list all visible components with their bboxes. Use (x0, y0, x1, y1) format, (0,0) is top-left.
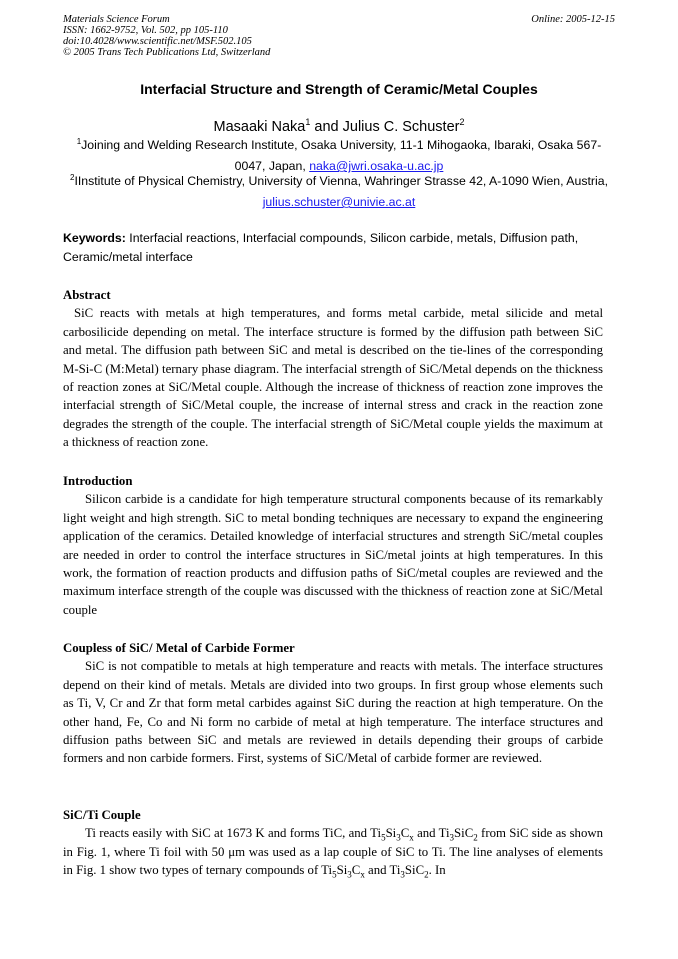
sic-ti-text: C (400, 826, 410, 841)
author-1: Masaaki Naka (213, 119, 306, 135)
keywords-label: Keywords: (63, 231, 126, 245)
subscript: 5 (381, 832, 386, 843)
paper-title: Interfacial Structure and Strength of Ceramic/Metal Couples (140, 81, 538, 97)
author-2: Julius C. Schuster (342, 119, 460, 135)
author-1-sup: 1 (305, 117, 311, 128)
author-2-sup: 2 (459, 117, 465, 128)
copyright-line: © 2005 Trans Tech Publications Ltd, Switzerland (63, 47, 271, 58)
author-line (63, 117, 615, 137)
subscript: 2 (424, 869, 429, 880)
sic-ti-text: SiC (454, 826, 474, 841)
subscript: 3 (396, 832, 401, 843)
subscript: 3 (449, 832, 455, 843)
affiliation-1-sup: 1 (76, 136, 82, 146)
sic-ti-text: . In (428, 863, 446, 878)
subscript: 5 (332, 869, 337, 880)
abstract-section (63, 286, 603, 452)
abstract-body: SiC reacts with metals at high temperatures, and forms metal carbide, metal silicide and metal carbosilicide depending on metal. The interface structure is formed by the diffusion path between SiC and metal. The diffusion path between SiC and metal is described on the tie-lines of the corresponding M-Si-C (M:Metal) ternary phase diagram. The interfacial strength of SiC/Metal depends on the thickness of reaction zones at SiC/Metal couple. Although the increase of thickness of reaction zone improves the interfacial strength of SiC/Metal couple, the increase of internal stress and crack in the reaction zone degrades the strength of the couple. The interfacial strength of SiC/Metal couple yields the maximum at a thickness of reaction zone. (63, 306, 603, 450)
sic-ti-text: Si (385, 826, 397, 841)
keywords (63, 229, 615, 267)
sic-ti-text: C (351, 863, 361, 878)
doi-line: doi:10.4028/www.scientific.net/MSF.502.105 (63, 36, 252, 47)
online-date: Online: 2005-12-15 (531, 14, 615, 25)
sic-ti-text: and Ti (364, 863, 401, 878)
affiliation-2-sup: 2 (69, 172, 75, 182)
affiliation-2-text: IInstitute of Physical Chemistry, University of Vienna, Wahringer Strasse 42, A-1090 Wien, Austria, (74, 174, 608, 188)
coupless-body: SiC is not compatible to metals at high temperature and reacts with metals. The interface structures depend on their kind of metals. Metals are divided into two groups. In first group whose elements such as Ti, V, Cr and Zr that form metal carbides against SiC during the reaction at high temperature. On the other hand, Fe, Co and Ni form no carbide of metal at high temperature. The interface structures and diffusion paths between SiC and metals are reviewed in details depending their groups of carbide formers and non carbide formers. First, systems of SiC/Metal of carbide former are reviewed. (63, 659, 603, 766)
coupless-section (63, 639, 603, 768)
subscript: 2 (473, 832, 478, 843)
subscript: x (360, 869, 365, 880)
sic-ti-text: SiC (404, 863, 425, 878)
subscript: 3 (400, 869, 405, 880)
introduction-heading: Introduction (63, 474, 133, 488)
affiliation-1-email-link[interactable]: naka@jwri.osaka-u.ac.jp (309, 159, 444, 173)
sic-ti-text: from SiC side as shown in Fig. 1, where Ti foil with 50 μm was used as a lap couple of SiC to Ti. The line analyses of elements in Fig. 1 show two types of ternary compounds of Ti (63, 826, 603, 878)
sic-ti-text: and Ti (413, 826, 450, 841)
sic-ti-section (63, 806, 603, 880)
sic-ti-text: Ti reacts easily with SiC at 1673 K and forms TiC, and Ti (85, 826, 382, 841)
issn-line: ISSN: 1662-9752, Vol. 502, pp 105-110 (63, 25, 228, 36)
subscript: 3 (347, 869, 352, 880)
keywords-text: Interfacial reactions, Interfacial compounds, Silicon carbide, metals, Diffusion path, Ceramic/metal interface (63, 231, 579, 264)
journal-name: Materials Science Forum (63, 14, 170, 25)
author-and: and (310, 119, 343, 135)
introduction-body: Silicon carbide is a candidate for high temperature structural components because of its remarkably light weight and high strength. SiC to metal bonding techniques are necessary to expand the engineering application of the ceramics. Detailed knowledge of interfacial structures and strength SiC/metal couples are needed in order to control the interface structures in SiC/metal joints at high temperatures. In this work, the formation of reaction products and diffusion paths of SiC/metal couples are reviewed and the maximum interface strength of the couple was discussed with the thickness of reaction zone at SiC/Metal couple (63, 492, 603, 617)
coupless-heading: Coupless of SiC/ Metal of Carbide Former (63, 641, 295, 655)
journal-header (63, 14, 615, 58)
sic-ti-text: Si (336, 863, 348, 878)
sic-ti-heading: SiC/Ti Couple (63, 808, 141, 822)
abstract-heading: Abstract (63, 288, 111, 302)
affiliation-1-text: Joining and Welding Research Institute, Osaka University, 11-1 Mihogaoka, Ibaraki, Osaka 567-0047, Japan, (81, 138, 602, 173)
affiliation-2 (63, 171, 615, 213)
sic-ti-body (63, 824, 603, 879)
affiliation-2-email-link[interactable]: julius.schuster@univie.ac.at (262, 195, 416, 209)
introduction-section (63, 472, 603, 619)
subscript: x (409, 832, 414, 843)
